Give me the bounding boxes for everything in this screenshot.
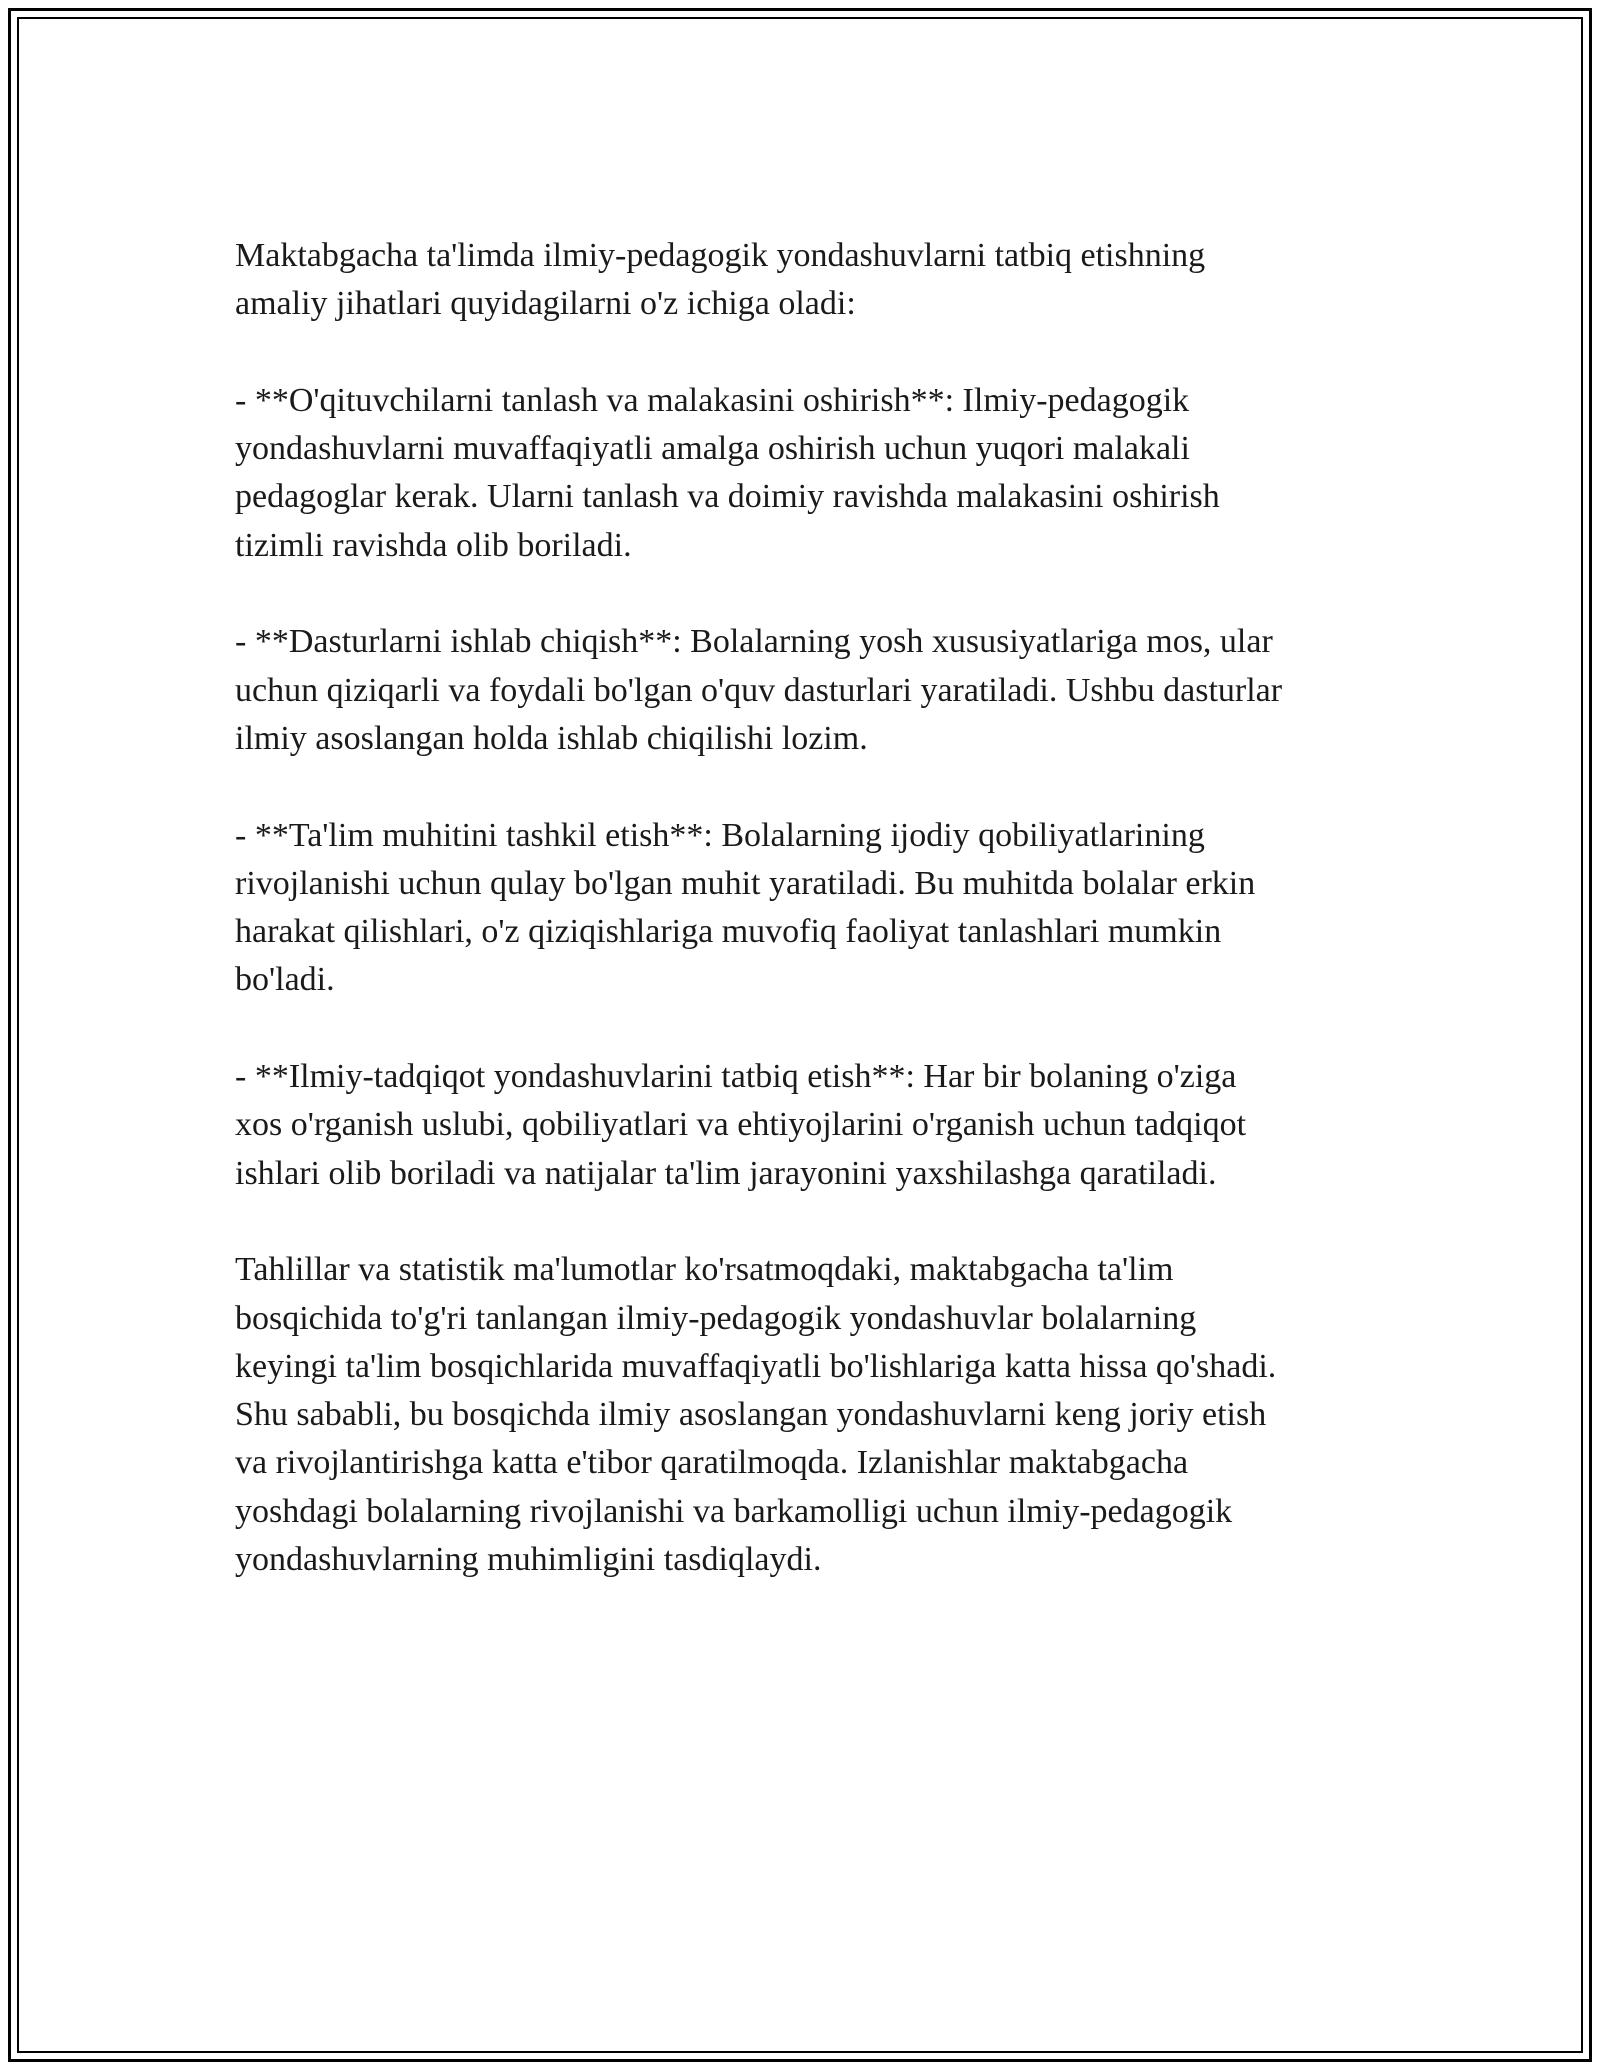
text-line: Shu sababli, bu bosqichda ilmiy asoslangan yondashuvlarni keng joriy etish (235, 1396, 1267, 1434)
text-line: ishlari olib boriladi va natijalar ta'lim jarayonini yaxshilashga qaratiladi. (235, 1154, 1217, 1192)
text-line: Tahlillar va statistik ma'lumotlar ko'rsatmoqdaki, maktabgacha ta'lim (235, 1251, 1174, 1289)
text-line: - **Dasturlarni ishlab chiqish**: Bolalarning yosh xususiyatlariga mos, ular (235, 623, 1273, 661)
text-line: rivojlanishi uchun qulay bo'lgan muhit yaratiladi. Bu muhitda bolalar erkin (235, 864, 1256, 902)
text-line: pedagoglar kerak. Ularni tanlash va doimiy ravishda malakasini oshirish (235, 478, 1220, 516)
research-paragraph (235, 1053, 1385, 1198)
text-line: yondashuvlarning muhimligini tasdiqlaydi. (235, 1541, 822, 1579)
text-line: tizimli ravishda olib boriladi. (235, 526, 632, 564)
text-line: amaliy jihatlari quyidagilarni o'z ichiga oladi: (235, 285, 856, 323)
text-line: yondashuvlarni muvaffaqiyatli amalga oshirish uchun yuqori malakali (235, 430, 1190, 468)
text-line: Maktabgacha ta'limda ilmiy-pedagogik yondashuvlarni tatbiq etishning (235, 237, 1206, 274)
text-line: va rivojlantirishga katta e'tibor qaratilmoqda. Izlanishlar maktabgacha (235, 1444, 1189, 1482)
text-line: uchun qiziqarli va foydali bo'lgan o'quv dasturlari yaratiladi. Ushbu dasturlar (235, 671, 1283, 709)
conclusion-paragraph (235, 1246, 1385, 1584)
text-line: ilmiy asoslangan holda ishlab chiqilishi lozim. (235, 719, 868, 757)
text-line: xos o'rganish uslubi, qobiliyatlari va ehtiyojlarini o'rganish uchun tadqiqot (235, 1106, 1247, 1144)
environment-paragraph (235, 812, 1385, 1005)
text-line: bosqichida to'g'ri tanlangan ilmiy-pedagogik yondashuvlar bolalarning (235, 1299, 1197, 1337)
text-line: - **Ta'lim muhitini tashkil etish**: Bolalarning ijodiy qobiliyatlarining (235, 816, 1205, 854)
text-line: - **O'qituvchilarni tanlash va malakasini oshirish**: Ilmiy-pedagogik (235, 381, 1190, 419)
programs-paragraph (235, 618, 1385, 763)
text-line: - **Ilmiy-tadqiqot yondashuvlarini tatbiq etish**: Har bir bolaning o'ziga (235, 1058, 1237, 1096)
text-line: bo'ladi. (235, 961, 335, 999)
intro-paragraph (235, 232, 1385, 329)
text-line: harakat qilishlari, o'z qiziqishlariga muvofiq faoliyat tanlashlari mumkin (235, 913, 1222, 951)
teachers-paragraph (235, 377, 1385, 570)
document-body (235, 232, 1385, 1633)
text-line: yoshdagi bolalarning rivojlanishi va barkamolligi uchun ilmiy-pedagogik (235, 1492, 1233, 1530)
text-line: keyingi ta'lim bosqichlarida muvaffaqiyatli bo'lishlariga katta hissa qo'shadi. (235, 1347, 1277, 1385)
